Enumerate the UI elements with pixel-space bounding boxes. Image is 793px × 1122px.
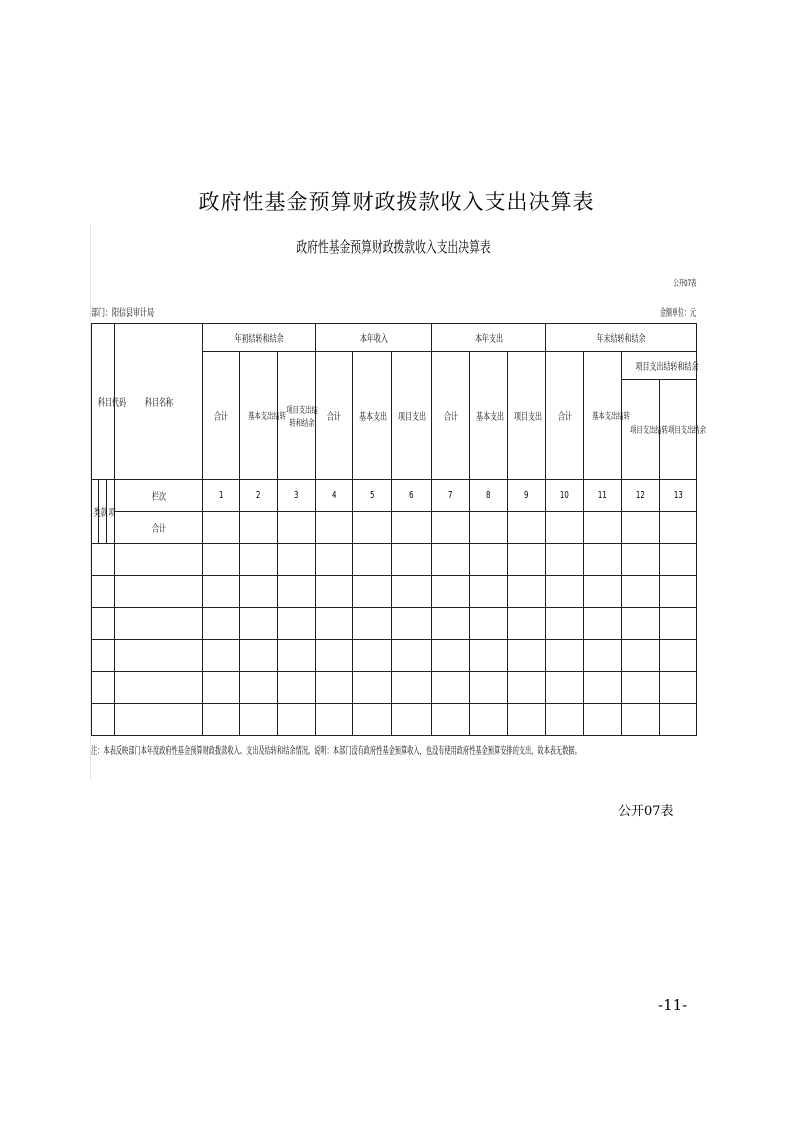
header-group-begin: 年初结转和结余 xyxy=(203,324,316,352)
header-class: 类 xyxy=(92,480,99,544)
table-row xyxy=(92,544,697,576)
column-number: 10 xyxy=(546,480,584,512)
sheet-title: 政府性基金预算财政拨款收入支出决算表 xyxy=(296,238,491,256)
header-subject-code: 科目代码 xyxy=(92,324,115,480)
header-group-income: 本年收入 xyxy=(316,324,432,352)
header-begin-project: 项目支出结转和结余 xyxy=(278,352,316,480)
table-row xyxy=(92,640,697,672)
column-number: 12 xyxy=(622,480,660,512)
column-number: 4 xyxy=(316,480,353,512)
header-begin-basic: 基本支出结转 xyxy=(240,352,278,480)
header-end-project-carry: 项目支出结转 xyxy=(622,380,660,480)
header-begin-total: 合计 xyxy=(203,352,240,480)
header-end-total: 合计 xyxy=(546,352,584,480)
header-expense-total: 合计 xyxy=(432,352,470,480)
table-row xyxy=(92,672,697,704)
header-expense-project: 项目支出 xyxy=(508,352,546,480)
header-income-total: 合计 xyxy=(316,352,353,480)
form-code: 公开07表 xyxy=(618,804,674,819)
column-number: 5 xyxy=(353,480,392,512)
column-number: 2 xyxy=(240,480,278,512)
column-number: 1 xyxy=(203,480,240,512)
column-number: 11 xyxy=(584,480,622,512)
column-number: 13 xyxy=(660,480,697,512)
header-item: 款 xyxy=(99,480,107,544)
page-number: -11- xyxy=(658,996,688,1014)
header-group-expense: 本年支出 xyxy=(432,324,546,352)
column-number: 8 xyxy=(470,480,508,512)
budget-table xyxy=(91,323,707,736)
table-row xyxy=(92,608,697,640)
header-subject-name: 科目名称 xyxy=(115,324,203,480)
header-sub-item: 项 xyxy=(107,480,115,544)
spreadsheet-image xyxy=(90,224,707,780)
column-number: 3 xyxy=(278,480,316,512)
table-row xyxy=(92,576,697,608)
header-end-project-balance: 项目支出结余 xyxy=(660,380,697,480)
column-number: 6 xyxy=(392,480,432,512)
header-group-end: 年末结转和结余 xyxy=(546,324,697,352)
department-label: 部门：阳信县审计局 xyxy=(91,308,154,319)
header-expense-basic: 基本支出 xyxy=(470,352,508,480)
table-note: 注：本表反映部门本年度政府性基金预算财政拨款收入、支出及结转和结余情况。说明：本部门没有政府性基金预算收入，也没有使用政府性基金预算安排的支出，故本表无数据。 xyxy=(91,746,581,757)
table-row xyxy=(92,704,697,736)
header-end-basic: 基本支出结转 xyxy=(584,352,622,480)
column-label: 栏次 xyxy=(115,480,203,512)
header-end-project-group: 项目支出结转和结余 xyxy=(622,352,697,380)
table-row-total xyxy=(92,512,697,544)
sheet-form-code: 公开07表 xyxy=(672,279,696,289)
money-unit-label: 金额单位：元 xyxy=(660,308,696,319)
header-income-basic: 基本支出 xyxy=(353,352,392,480)
page-title: 政府性基金预算财政拨款收入支出决算表 xyxy=(198,190,595,214)
header-income-project: 项目支出 xyxy=(392,352,432,480)
column-number: 9 xyxy=(508,480,546,512)
total-label: 合计 xyxy=(115,512,203,544)
column-number: 7 xyxy=(432,480,470,512)
